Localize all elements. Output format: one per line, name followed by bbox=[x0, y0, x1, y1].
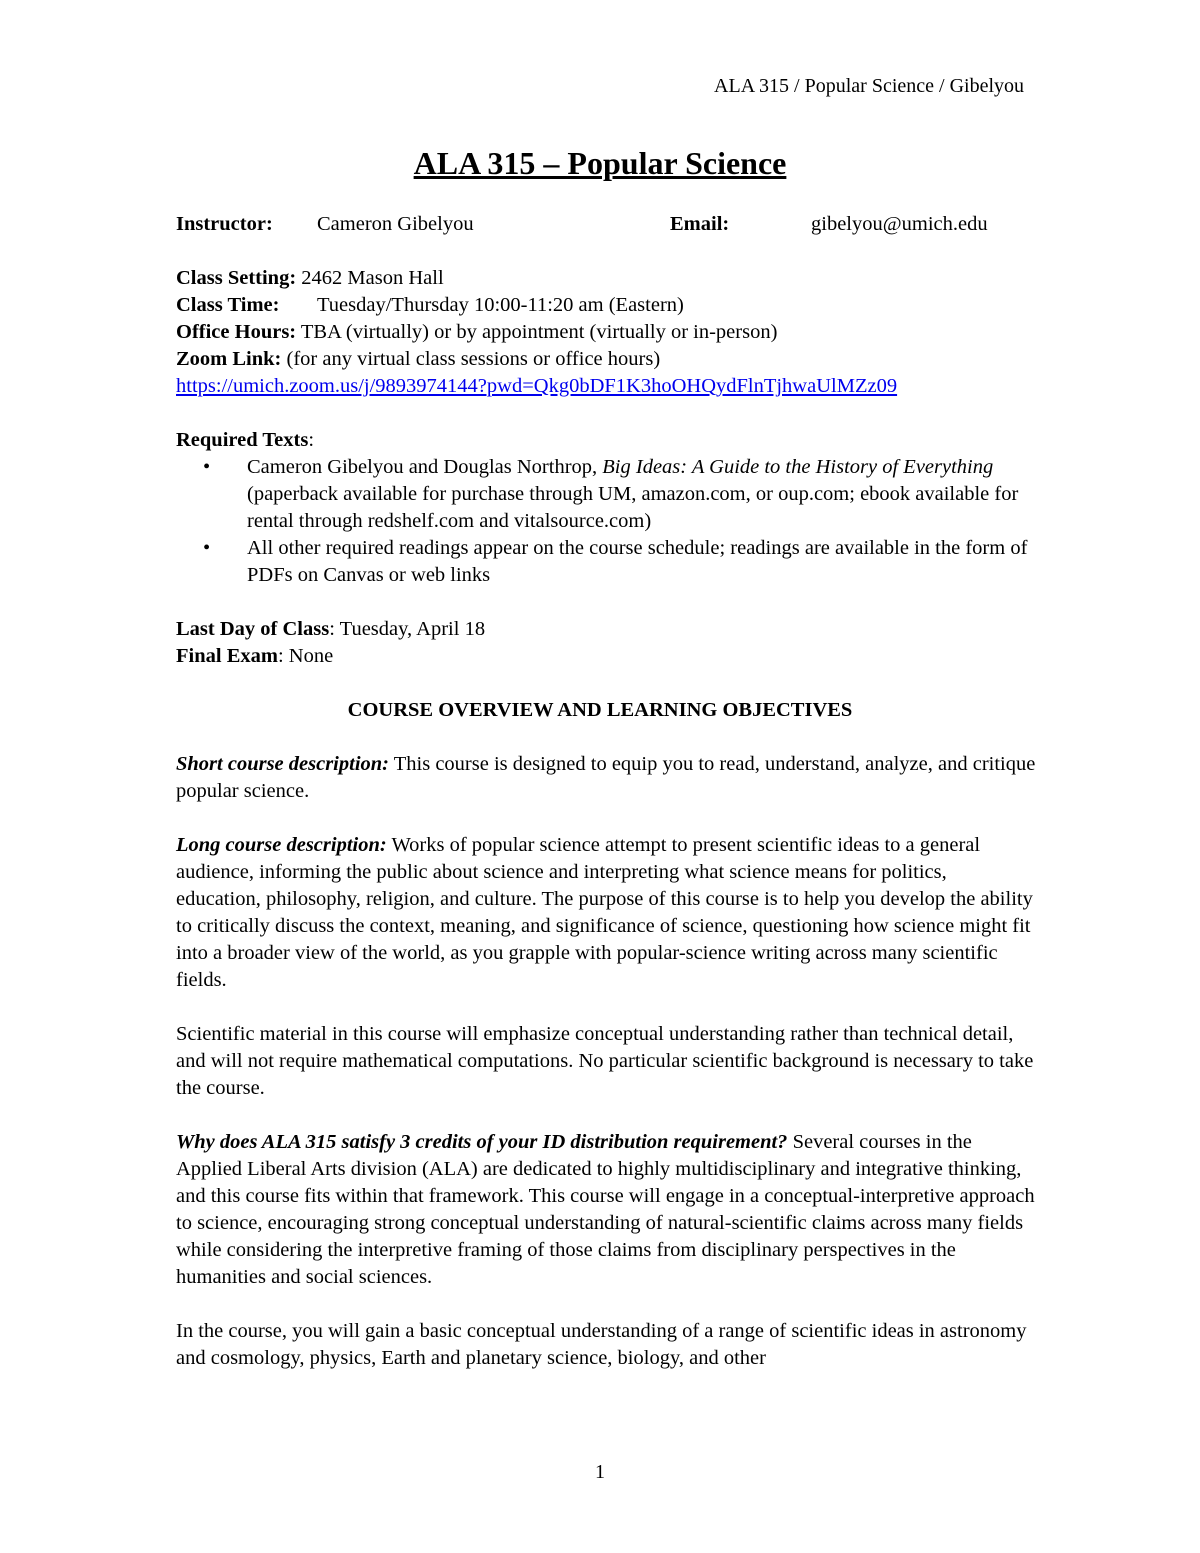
distribution-answer: Several courses in the Applied Liberal Arts division (ALA) are dedicated to highly multidisciplinary and integrative thinking, and this course fits within that framework. This course will engage in a conceptual-interpretive approach to science, encouraging strong conceptual understanding of natural-scientific claims across many fields while considering the interpretive framing of those claims from disciplinary perspectives in the humanities and social sciences. bbox=[176, 1131, 1035, 1288]
zoom-label: Zoom Link: bbox=[176, 348, 282, 370]
running-header: ALA 315 / Popular Science / Gibelyou bbox=[714, 75, 1024, 97]
last-day-row bbox=[176, 616, 1036, 643]
class-time-row bbox=[176, 292, 1036, 319]
final-exam-row bbox=[176, 643, 1036, 670]
required-texts-label: Required Texts bbox=[176, 429, 309, 451]
long-description-label: Long course description: bbox=[176, 834, 387, 856]
class-setting-row bbox=[176, 265, 1036, 292]
list-item bbox=[176, 454, 1036, 535]
section-heading: COURSE OVERVIEW AND LEARNING OBJECTIVES bbox=[347, 699, 853, 721]
zoom-row bbox=[176, 346, 1036, 373]
gain-paragraph: In the course, you will gain a basic conceptual understanding of a range of scientific ideas in astronomy and cosmology, physics, Earth and planetary science, biology, and other bbox=[176, 1320, 1027, 1369]
class-setting-value: 2462 Mason Hall bbox=[301, 267, 444, 289]
short-description-text: This course is designed to equip you to read, understand, analyze, and critique popular science. bbox=[176, 753, 1036, 802]
bullet-icon: • bbox=[203, 456, 211, 478]
short-description bbox=[176, 751, 1036, 805]
book-title: Big Ideas: A Guide to the History of Everything bbox=[602, 456, 994, 478]
instructor-row bbox=[176, 211, 1036, 238]
distribution-question: Why does ALA 315 satisfy 3 credits of your ID distribution requirement? bbox=[176, 1131, 788, 1153]
instructor-value: Cameron Gibelyou bbox=[317, 213, 474, 235]
document-body bbox=[176, 211, 1036, 1372]
bullet-icon: • bbox=[203, 537, 211, 559]
long-description bbox=[176, 832, 1036, 994]
page-number: 1 bbox=[595, 1461, 605, 1483]
email-label: Email: bbox=[670, 213, 730, 235]
required-texts-list bbox=[176, 454, 1036, 589]
text-authors: Cameron Gibelyou and Douglas Northrop, bbox=[247, 456, 603, 478]
material-paragraph: Scientific material in this course will emphasize conceptual understanding rather than technical detail, and will not require mathematical computations. No particular scientific background is necessary to take the course. bbox=[176, 1023, 1034, 1099]
other-readings-text: All other required readings appear on the course schedule; readings are available in the form of PDFs on Canvas or web links bbox=[247, 537, 1028, 586]
course-title: ALA 315 – Popular Science bbox=[413, 145, 787, 181]
list-item bbox=[176, 535, 1036, 589]
required-texts-colon: : bbox=[308, 429, 315, 451]
zoom-link[interactable]: https://umich.zoom.us/j/9893974144?pwd=Qkg0bDF1K3hoOHQydFlnTjhwaUlMZz09 bbox=[176, 375, 898, 397]
class-setting-label: Class Setting: bbox=[176, 267, 297, 289]
office-hours-label: Office Hours: bbox=[176, 321, 297, 343]
office-hours-row bbox=[176, 319, 1036, 346]
last-day-label: Last Day of Class bbox=[176, 618, 330, 640]
required-texts-heading bbox=[176, 427, 1036, 454]
class-time-value: Tuesday/Thursday 10:00-11:20 am (Eastern) bbox=[317, 294, 684, 316]
email-value: gibelyou@umich.edu bbox=[811, 213, 988, 235]
final-exam-label: Final Exam bbox=[176, 645, 278, 667]
zoom-value: (for any virtual class sessions or office hours) bbox=[286, 348, 661, 370]
short-description-label: Short course description: bbox=[176, 753, 389, 775]
zoom-link-row bbox=[176, 373, 1036, 400]
long-description-text: Works of popular science attempt to present scientific ideas to a general audience, informing the public about science and interpreting what science means for politics, education, philosophy, religion, and culture. The purpose of this course is to help you develop the ability to critically discuss the context, meaning, and significance of science, questioning how science might fit into a broader view of the world, as you grapple with popular-science writing across many scientific fields. bbox=[176, 834, 1033, 991]
final-exam-value: : None bbox=[277, 645, 334, 667]
distribution-paragraph bbox=[176, 1129, 1036, 1291]
text-availability: (paperback available for purchase through UM, amazon.com, or oup.com; ebook available for rental through redshelf.com and vitalsource.com) bbox=[247, 483, 1019, 532]
class-time-label: Class Time: bbox=[176, 294, 280, 316]
instructor-label: Instructor: bbox=[176, 213, 273, 235]
last-day-value: : Tuesday, April 18 bbox=[329, 618, 486, 640]
office-hours-value: TBA (virtually) or by appointment (virtually or in-person) bbox=[300, 321, 778, 343]
